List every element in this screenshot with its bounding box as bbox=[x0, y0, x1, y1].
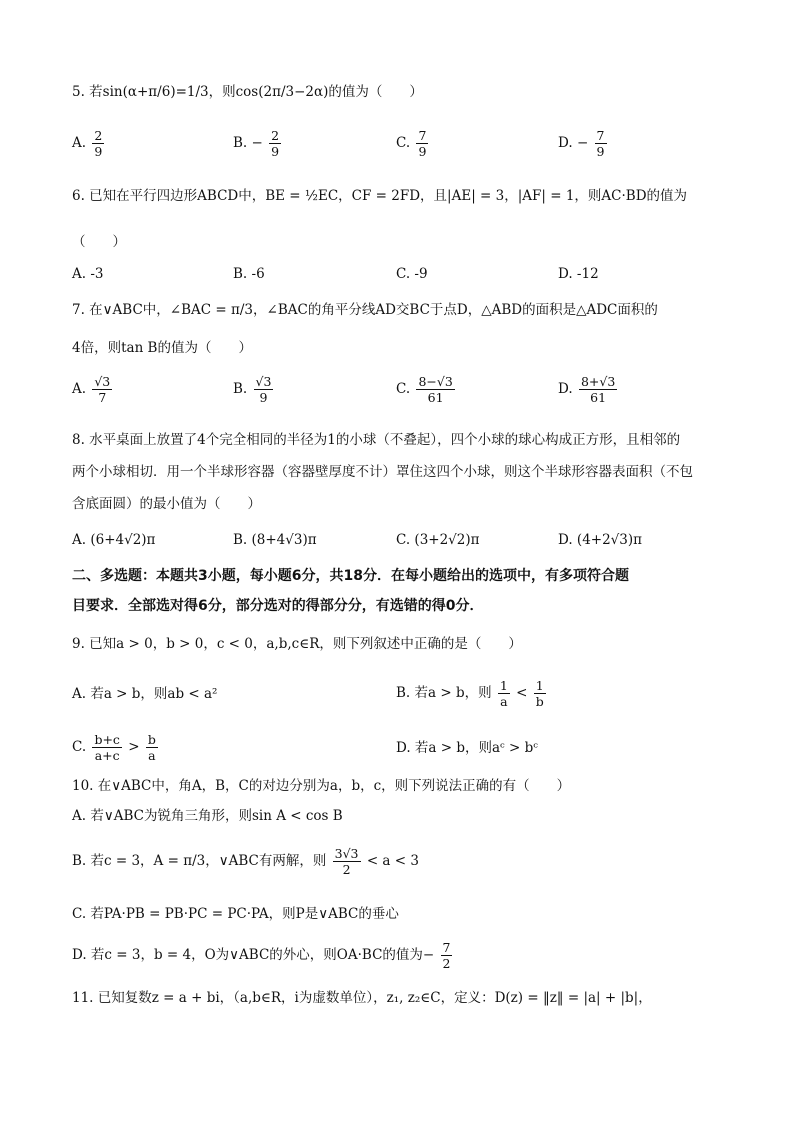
question-7-stem-cont: 4倍，则tan B的值为（ ） bbox=[72, 340, 252, 356]
option-label: C. bbox=[72, 739, 87, 755]
option-fraction: $\frac{7}{9}$ bbox=[418, 128, 427, 159]
option-fraction: $\frac{1}{b}$ bbox=[535, 678, 544, 709]
option-fraction: $\frac{3√3}{2}$ bbox=[334, 846, 359, 877]
option-fraction: $\frac{2}{9}$ bbox=[271, 128, 280, 159]
q6-option-a[interactable]: A. -3 bbox=[72, 266, 104, 282]
option-label: B. bbox=[233, 381, 248, 397]
question-8-stem-3: 含底面圆）的最小值为（ ） bbox=[72, 496, 261, 512]
q8-option-a[interactable]: A. (6+4√2)π bbox=[72, 532, 156, 548]
option-label: B. bbox=[233, 135, 248, 151]
option-label: A. bbox=[72, 381, 87, 397]
question-5-stem: 5. 若sin(α+π/6)=1/3，则cos(2π/3−2α)的值为（ ） bbox=[72, 84, 423, 100]
q9-option-b[interactable] bbox=[396, 678, 548, 709]
option-fraction: $\frac{1}{a}$ bbox=[499, 678, 508, 709]
q9-option-a[interactable]: A. 若a > b，则ab < a² bbox=[72, 686, 218, 702]
q7-option-a[interactable] bbox=[72, 374, 114, 405]
question-6-stem: 6. 已知在平行四边形ABCD中，BE = ½EC，CF = 2FD，且|AE| = 3，|AF| = 1，则AC·BD的值为 bbox=[72, 188, 688, 204]
option-label: C. bbox=[396, 135, 411, 151]
option-fraction: $\frac{7}{9}$ bbox=[596, 128, 605, 159]
option-text: B. 若a > b，则 bbox=[396, 685, 492, 701]
option-fraction: $\frac{b+c}{a+c}$ bbox=[94, 732, 120, 763]
question-9-stem: 9. 已知a > 0，b > 0，c < 0，a,b,c∈R，则下列叙述中正确的是（ ） bbox=[72, 636, 522, 652]
q5-option-c[interactable] bbox=[396, 128, 430, 159]
q10-option-b[interactable] bbox=[72, 846, 419, 877]
section-2-heading-1: 二、多选题：本题共3小题，每小题6分，共18分．在每小题给出的选项中，有多项符合题 bbox=[72, 568, 629, 584]
question-6-stem-cont: （ ） bbox=[72, 234, 126, 250]
question-10-stem: 10. 在∨ABC中，角A，B，C的对边分别为a，b，c，则下列说法正确的有（ ） bbox=[72, 778, 571, 794]
q6-option-d[interactable]: D. -12 bbox=[558, 266, 599, 282]
option-fraction: $\frac{8-√3}{61}$ bbox=[418, 374, 453, 405]
q5-option-d[interactable] bbox=[558, 128, 609, 159]
option-fraction: $\frac{b}{a}$ bbox=[147, 732, 156, 763]
q7-option-d[interactable] bbox=[558, 374, 619, 405]
q8-option-b[interactable]: B. (8+4√3)π bbox=[233, 532, 317, 548]
option-fraction: $\frac{√3}{7}$ bbox=[94, 374, 111, 405]
question-11-stem: 11. 已知复数z = a + bi，（a,b∈R，i为虚数单位），z₁, z₂∈C，定义：D(z) = ‖z‖ = |a| + |b|， bbox=[72, 990, 652, 1006]
option-label: C. bbox=[396, 381, 411, 397]
option-fraction: $\frac{2}{9}$ bbox=[94, 128, 103, 159]
q6-option-b[interactable]: B. -6 bbox=[233, 266, 265, 282]
q7-option-b[interactable] bbox=[233, 374, 275, 405]
q7-option-c[interactable] bbox=[396, 374, 457, 405]
q10-option-d[interactable] bbox=[72, 940, 454, 971]
option-text: B. 若c = 3，A = π/3，∨ABC有两解，则 bbox=[72, 853, 327, 869]
q5-option-b[interactable] bbox=[233, 128, 283, 159]
option-label: A. bbox=[72, 135, 87, 151]
q8-option-d[interactable]: D. (4+2√3)π bbox=[558, 532, 643, 548]
question-7-stem: 7. 在∨ABC中，∠BAC = π/3，∠BAC的角平分线AD交BC于点D，△ABD的面积是△ADC面积的 bbox=[72, 302, 658, 318]
option-text: < a < 3 bbox=[366, 853, 419, 869]
option-fraction: $\frac{√3}{9}$ bbox=[255, 374, 272, 405]
q10-option-c[interactable]: C. 若PA·PB = PB·PC = PC·PA，则P是∨ABC的垂心 bbox=[72, 906, 399, 922]
option-fraction: $\frac{8+√3}{61}$ bbox=[580, 374, 616, 405]
q6-option-c[interactable]: C. -9 bbox=[396, 266, 428, 282]
option-label: D. bbox=[558, 381, 573, 397]
option-operator: < bbox=[516, 685, 528, 701]
q9-option-d[interactable]: D. 若a > b，则aᶜ > bᶜ bbox=[396, 740, 538, 756]
q5-option-a[interactable] bbox=[72, 128, 106, 159]
section-2-heading-2: 目要求．全部选对得6分，部分选对的得部分分，有选错的得0分． bbox=[72, 598, 484, 614]
option-text: D. 若c = 3，b = 4，O为∨ABC的外心，则OA·BC的值为− bbox=[72, 947, 435, 963]
q9-option-c[interactable] bbox=[72, 732, 160, 763]
option-label: D. bbox=[558, 135, 573, 151]
option-sign: − bbox=[576, 135, 589, 151]
question-8-stem-2: 两个小球相切．用一个半球形容器（容器壁厚度不计）罩住这四个小球，则这个半球形容器表面积（不包 bbox=[72, 464, 693, 480]
question-8-stem-1: 8. 水平桌面上放置了4个完全相同的半径为1的小球（不叠起），四个小球的球心构成正方形，且相邻的 bbox=[72, 432, 681, 448]
q8-option-c[interactable]: C. (3+2√2)π bbox=[396, 532, 480, 548]
q10-option-a[interactable]: A. 若∨ABC为锐角三角形，则sin A < cos B bbox=[72, 808, 343, 824]
option-sign: − bbox=[251, 135, 263, 151]
option-fraction: $\frac{7}{2}$ bbox=[442, 940, 451, 971]
option-operator: > bbox=[128, 739, 140, 755]
